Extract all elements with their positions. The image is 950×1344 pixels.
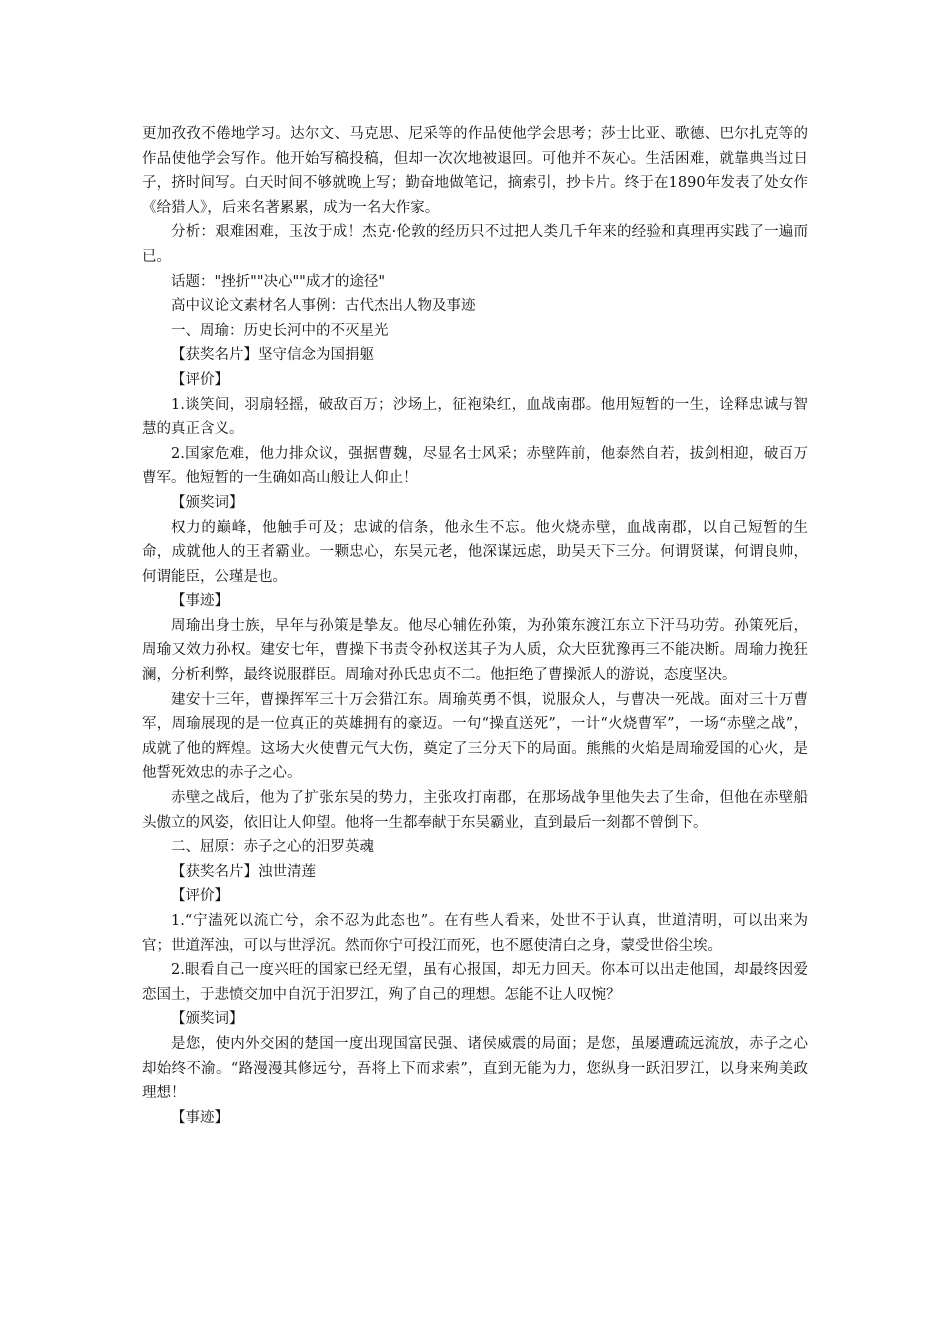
award-speech-qu-yuan: 是您，使内外交困的楚国一度出现国富民强、诸侯威震的局面；是您，虽屡遭疏远流放，赤子之心却始终不渝。“路漫漫其修远兮，吾将上下而求索”，直到无能为力，您纵身一跃汨罗江，以身来殉美政理想！ [142, 1035, 808, 1102]
heading-qu-yuan: 二、屈原：赤子之心的汨罗英魂 [171, 839, 374, 856]
evaluation-1-qu-yuan: 1.“宁溘死以流亡兮，余不忍为此态也”。在有些人看来，处世不于认真，世道清明，可以出来为官；世道浑浊，可以与世浮沉。然而你宁可投江而死，也不愿使清白之身，蒙受世俗尘埃。 [142, 913, 808, 954]
label-evaluation-zhou-yu: 【评价】 [171, 371, 229, 388]
deeds-1-zhou-yu: 周瑜出身士族，早年与孙策是挚友。他尽心辅佐孙策，为孙策东渡江东立下汗马功劳。孙策死后，周瑜又效力孙权。建安七年，曹操下书责令孙权送其子为人质，众大臣犹豫再三不能决断。周瑜力挽狂澜，分析利弊，最终说服群臣。周瑜对孙氏忠贞不二。他拒绝了曹操派人的游说，态度坚决。 [142, 617, 808, 684]
label-award-speech-zhou-yu: 【颁奖词】 [171, 494, 244, 511]
evaluation-2-zhou-yu: 2.国家危难，他力排众议，强据曹魏，尽显名士风采；赤壁阵前，他泰然自若，拔剑相迎，破百万曹军。他短暂的一生确如高山般让人仰止！ [142, 445, 808, 487]
label-award-speech-qu-yuan: 【颁奖词】 [171, 1011, 244, 1028]
label-deeds-zhou-yu: 【事迹】 [171, 593, 229, 610]
award-card-qu-yuan: 【获奖名片】浊世清莲 [171, 863, 316, 880]
deeds-3-zhou-yu: 赤壁之战后，他为了扩张东吴的势力，主张攻打南郡，在那场战争里他失去了生命，但他在赤壁船头傲立的风姿，依旧让人仰望。他将一生都奉献于东吴霸业，直到最后一刻都不曾倒下。 [142, 790, 808, 831]
award-card-zhou-yu: 【获奖名片】坚守信念为国捐躯 [171, 347, 374, 364]
label-evaluation-qu-yuan: 【评价】 [171, 888, 229, 905]
section-title: 高中议论文素材名人事例：古代杰出人物及事迹 [171, 298, 476, 315]
paragraph-jack-london-story: 更加孜孜不倦地学习。达尔文、马克思、尼采等的作品使他学会思考；莎士比亚、歌德、巴尔扎克等的作品使他学会写作。他开始写稿投稿，但却一次次地被退回。可他并不灰心。生活困难，就靠典当过日子，挤时间写。白天时间不够就晚上写；勤奋地做笔记，摘索引，抄卡片。终于在1890年发表了处女作《给猎人》，后来名著累累，成为一名大作家。 [142, 126, 808, 216]
paragraph-analysis: 分析：艰难困难，玉汝于成！杰克·伦敦的经历只不过把人类几千年来的经验和真理再实践了一遍而已。 [142, 224, 808, 265]
evaluation-2-qu-yuan: 2.眼看自己一度兴旺的国家已经无望，虽有心报国，却无力回天。你本可以出走他国，却最终因爱恋国土，于悲愤交加中自沉于汨罗江，殉了自己的理想。怎能不让人叹惋？ [142, 962, 808, 1003]
heading-zhou-yu: 一、周瑜：历史长河中的不灭星光 [171, 322, 389, 339]
document-page [142, 122, 808, 1130]
label-deeds-qu-yuan: 【事迹】 [171, 1109, 229, 1126]
evaluation-1-zhou-yu: 1.谈笑间，羽扇轻摇，破敌百万；沙场上，征袍染红，血战南郡。他用短暂的一生，诠释忠诚与智慧的真正含义。 [142, 396, 808, 438]
deeds-2-zhou-yu: 建安十三年，曹操挥军三十万会猎江东。周瑜英勇不惧，说服众人，与曹决一死战。面对三十万曹军，周瑜展现的是一位真正的英雄拥有的豪迈。一句“操直送死”，一计“火烧曹军”，一场“赤壁之战”，成就了他的辉煌。这场大火使曹元气大伤，奠定了三分天下的局面。熊熊的火焰是周瑜爱国的心火，是他誓死效忠的赤子之心。 [142, 691, 808, 782]
paragraph-topic: 话题："挫折""决心""成才的途径" [171, 273, 386, 290]
award-speech-zhou-yu: 权力的巅峰，他触手可及；忠诚的信条，他永生不忘。他火烧赤壁，血战南郡，以自己短暂的生命，成就他人的王者霸业。一颗忠心，东吴元老，他深谋远虑，助吴天下三分。何谓贤谋，何谓良帅，何谓能臣，公瑾是也。 [142, 519, 808, 585]
